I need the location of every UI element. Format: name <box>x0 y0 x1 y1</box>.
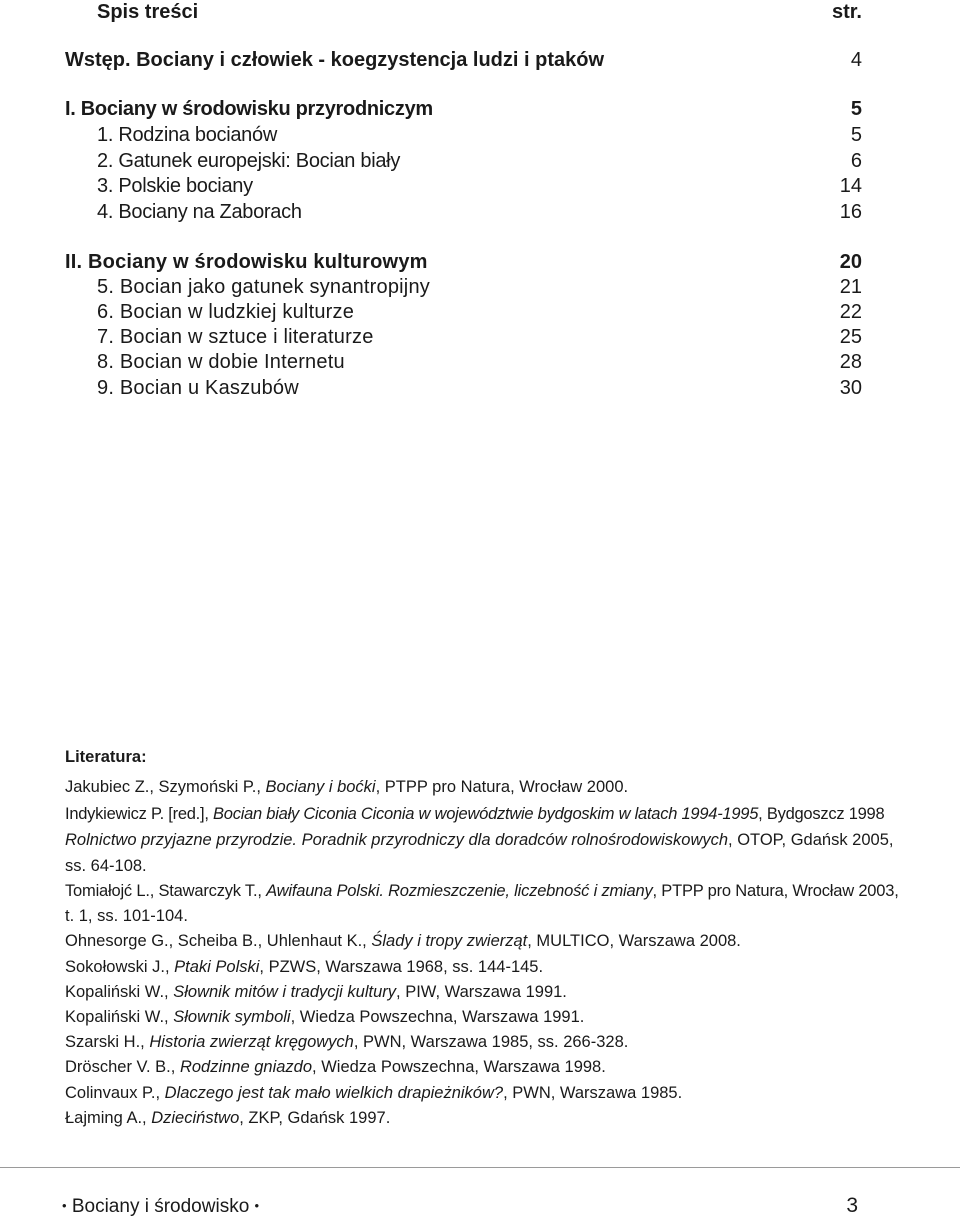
bullet-icon: • <box>62 1198 67 1213</box>
literature-heading: Literatura: <box>65 748 147 766</box>
bullet-icon: • <box>254 1198 260 1213</box>
literature-entry: Dröscher V. B., Rodzinne gniazdo, Wiedza Powszechna, Warszawa 1998. <box>65 1058 606 1076</box>
footer-divider <box>0 1167 960 1168</box>
toc-section-1: I. Bociany w środowisku przyrodniczym <box>65 98 433 120</box>
toc-item-page: 30 <box>839 377 862 399</box>
toc-item-page: 25 <box>839 326 862 348</box>
literature-entry: Jakubiec Z., Szymoński P., Bociany i boćki, PTPP pro Natura, Wrocław 2000. <box>65 778 629 796</box>
literature-entry: ss. 64-108. <box>65 857 147 875</box>
toc-item-page: 16 <box>839 201 862 223</box>
toc-item: 3. Polskie bociany <box>97 175 253 197</box>
literature-entry: t. 1, ss. 101-104. <box>65 907 188 925</box>
toc-item-page: 14 <box>839 175 862 197</box>
literature-entry: Sokołowski J., Ptaki Polski, PZWS, Warszawa 1968, ss. 144-145. <box>65 958 544 976</box>
toc-section-1-page: 5 <box>850 98 862 120</box>
page-column-label: str. <box>831 1 862 23</box>
toc-item: 9. Bocian u Kaszubów <box>97 377 299 399</box>
toc-item: 7. Bocian w sztuce i literaturze <box>97 326 374 348</box>
literature-entry: Indykiewicz P. [red.], Bocian biały Ciconia Ciconia w województwie bydgoskim w latach 1994-1995, Bydgoszcz 1998 <box>65 805 885 823</box>
toc-item-page: 6 <box>850 150 862 172</box>
toc-intro-page: 4 <box>850 49 862 71</box>
toc-item: 1. Rodzina bocianów <box>97 124 277 146</box>
literature-entry: Kopaliński W., Słownik mitów i tradycji kultury, PIW, Warszawa 1991. <box>65 983 567 1001</box>
toc-item-page: 5 <box>850 124 862 146</box>
footer-running-title: • Bociany i środowisko • <box>62 1196 260 1217</box>
literature-entry: Szarski H., Historia zwierząt kręgowych, PWN, Warszawa 1985, ss. 266-328. <box>65 1033 629 1051</box>
toc-intro: Wstęp. Bociany i człowiek - koegzystencja ludzi i ptaków <box>65 49 605 71</box>
toc-item: 6. Bocian w ludzkiej kulturze <box>97 301 355 323</box>
toc-item-page: 22 <box>839 301 862 323</box>
toc-item: 8. Bocian w dobie Internetu <box>97 351 345 373</box>
literature-entry: Colinvaux P., Dlaczego jest tak mało wielkich drapieżników?, PWN, Warszawa 1985. <box>65 1084 683 1102</box>
toc-item-page: 28 <box>839 351 862 373</box>
toc-item: 2. Gatunek europejski: Bocian biały <box>97 150 401 172</box>
toc-item: 5. Bocian jako gatunek synantropijny <box>97 276 430 298</box>
toc-section-2: II. Bociany w środowisku kulturowym <box>65 251 428 273</box>
literature-entry: Rolnictwo przyjazne przyrodzie. Poradnik przyrodniczy dla doradców rolnośrodowiskowych, OTOP, Gdańsk 2005, <box>65 831 894 849</box>
literature-entry: Kopaliński W., Słownik symboli, Wiedza Powszechna, Warszawa 1991. <box>65 1008 585 1026</box>
toc-title: Spis treści <box>97 1 199 23</box>
toc-item-page: 21 <box>839 276 862 298</box>
literature-entry: Łajming A., Dzieciństwo, ZKP, Gdańsk 1997. <box>65 1109 391 1127</box>
literature-entry: Ohnesorge G., Scheiba B., Uhlenhaut K., Ślady i tropy zwierząt, MULTICO, Warszawa 2008. <box>65 932 741 950</box>
toc-section-2-page: 20 <box>839 251 862 273</box>
toc-item: 4. Bociany na Zaborach <box>97 201 302 223</box>
literature-entry: Tomiałojć L., Stawarczyk T., Awifauna Polski. Rozmieszczenie, liczebność i zmiany, PTPP pro Natura, Wrocław 2003, <box>65 882 899 900</box>
page-number: 3 <box>846 1194 858 1217</box>
